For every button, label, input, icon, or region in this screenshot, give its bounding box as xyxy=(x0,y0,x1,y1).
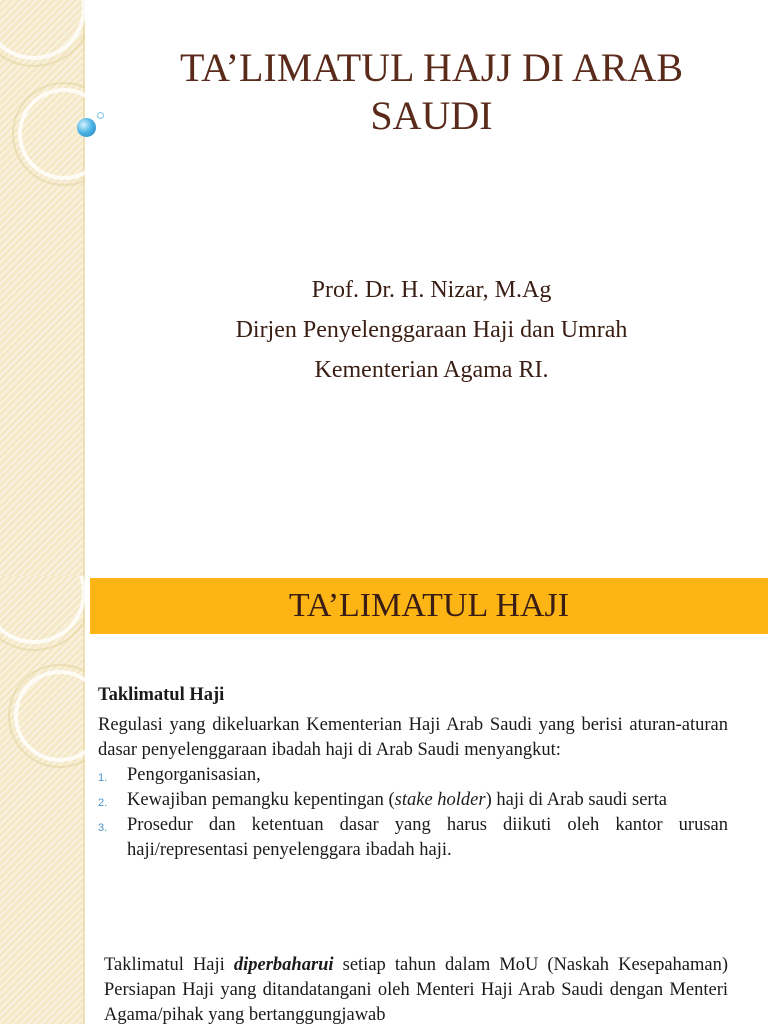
list-item-text-end: ) haji di Arab saudi serta xyxy=(485,790,667,810)
slide-title xyxy=(95,44,768,140)
section-heading: Taklimatul Haji xyxy=(98,685,225,705)
list-item-text: Pengorganisasian, xyxy=(127,765,261,785)
list-item-text: Prosedur dan ketentuan dasar yang harus diikuti oleh kantor urusan haji/representasi penyelenggara ibadah haji. xyxy=(127,815,728,860)
list-item-text-start: Kewajiban pemangku kepentingan ( xyxy=(127,790,395,810)
list-item xyxy=(98,813,728,863)
decorative-rings xyxy=(0,576,85,1024)
author-position: Dirjen Penyelenggaraan Haji dan Umrah xyxy=(235,317,628,343)
closing-emphasis: diperbaharui xyxy=(233,955,334,975)
author-institution: Kementerian Agama RI. xyxy=(314,357,549,383)
banner-title: TA’LIMATUL HAJI xyxy=(288,587,570,624)
content-slide xyxy=(0,576,768,1024)
title-line-2: SAUDI xyxy=(370,93,493,138)
list-number: 2. xyxy=(98,797,108,809)
decorative-rings xyxy=(0,0,85,576)
title-line-1: TA’LIMATUL HAJJ DI ARAB xyxy=(179,45,684,90)
list-number: 1. xyxy=(98,772,108,784)
list-number: 3. xyxy=(98,822,108,834)
decorative-sidebar xyxy=(0,576,85,1024)
title-banner xyxy=(90,578,768,634)
closing-text-start: Taklimatul Haji xyxy=(104,955,234,975)
slide-subtitle xyxy=(95,270,768,390)
closing-text-end: setiap tahun dalam MoU (Naskah Kesepahaman) Persiapan Haji yang ditandatangani oleh Menteri Haji Arab Saudi dengan Menteri Agama/pihak yang bertanggungjawab xyxy=(104,955,729,1024)
blue-bullet-icon xyxy=(77,118,96,137)
intro-paragraph: Regulasi yang dikeluarkan Kementerian Haji Arab Saudi yang berisi aturan-aturan dasar penyelenggaraan ibadah haji di Arab Saudi menyangkut: xyxy=(98,715,728,760)
closing-paragraph xyxy=(104,953,728,1024)
list-item-emphasis: stake holder xyxy=(394,790,486,810)
numbered-list xyxy=(98,763,728,863)
list-item xyxy=(98,763,728,788)
slide-body xyxy=(98,683,728,863)
decorative-sidebar xyxy=(0,0,85,576)
author-name: Prof. Dr. H. Nizar, M.Ag xyxy=(311,277,552,303)
list-item xyxy=(98,788,728,813)
